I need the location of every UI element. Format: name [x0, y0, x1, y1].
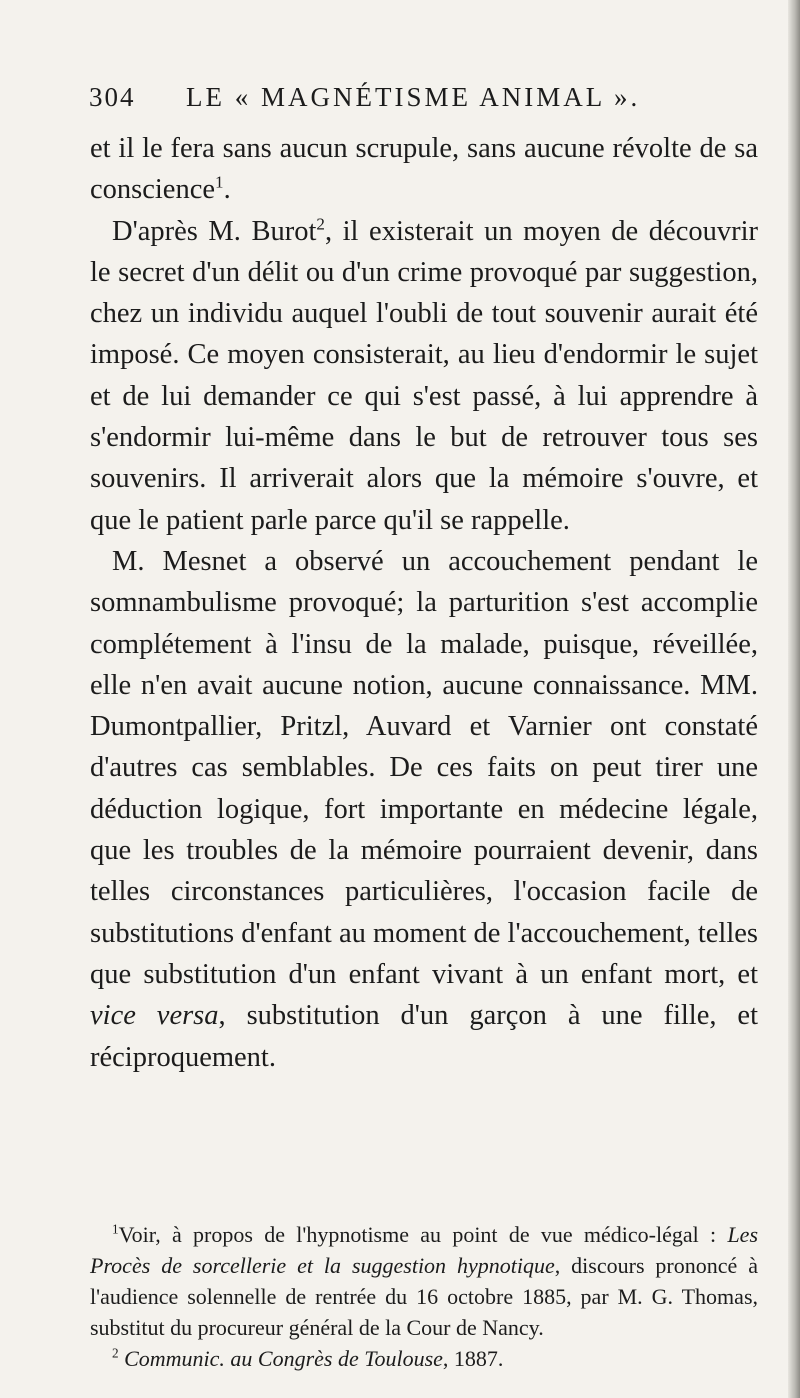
- body-text: [90, 128, 758, 1078]
- footnote-2: $^2$ Communic. au Congrès de Toulouse, 1887.: [112, 1345, 504, 1371]
- footnote-ref-2: 2: [316, 214, 325, 234]
- paragraph-2: D'après M. Burot$^2$, il existerait un moyen de découvrir le secret d'un délit ou d'un crime provoqué par suggestion, chez un individu auquel l'oubli de tout souvenir aurait été imposé. Ce moyen consisterait, au lieu d'endormir le sujet et de lui demander ce qui s'est passé, à lui apprendre à s'endormir lui-même dans le but de retrouver tous ses souvenirs. Il arriverait alors que la mémoire s'ouvre, et que le patient parle parce qu'il se rappelle.: [90, 214, 758, 536]
- running-title: LE « MAGNÉTISME ANIMAL ».: [186, 82, 641, 112]
- footnote-ref-1: 1: [215, 172, 224, 192]
- paragraph-1: et il le fera sans aucun scrupule, sans aucune révolte de sa conscience$^1$.: [90, 133, 758, 206]
- page-edge: [788, 0, 800, 1398]
- page-number: 304: [89, 82, 136, 112]
- footnote-1: $^1$Voir, à propos de l'hypnotisme au point de vue médico-légal : Les Procès de sorcellerie et la suggestion hypnotique, discours prononcé à l'audience solennelle de rentrée du 16 octobre 1885, par M. G. Thomas, substitut du procureur général de la Cour de Nancy.: [90, 1221, 758, 1340]
- running-header: [89, 82, 729, 122]
- italic-phrase: vice versa: [90, 1000, 219, 1032]
- footnotes: [90, 1219, 758, 1374]
- paragraph-3: M. Mesnet a observé un accouchement pendant le somnambulisme provoqué; la parturition s'est accomplie complétement à l'insu de la malade, puisque, réveillée, elle n'en avait aucune notion, aucune connaissance. MM. Dumontpallier, Pritzl, Auvard et Varnier ont constaté d'autres cas semblables. De ces faits on peut tirer une déduction logique, fort importante en médecine légale, que les troubles de la mémoire pourraient devenir, dans telles circonstances particulières, l'occasion facile de substitutions d'enfant au moment de l'accouchement, telles que substitution d'un enfant vivant à un enfant mort, et vice versa, substitution d'un garçon à une fille, et réciproquement.: [90, 545, 758, 1073]
